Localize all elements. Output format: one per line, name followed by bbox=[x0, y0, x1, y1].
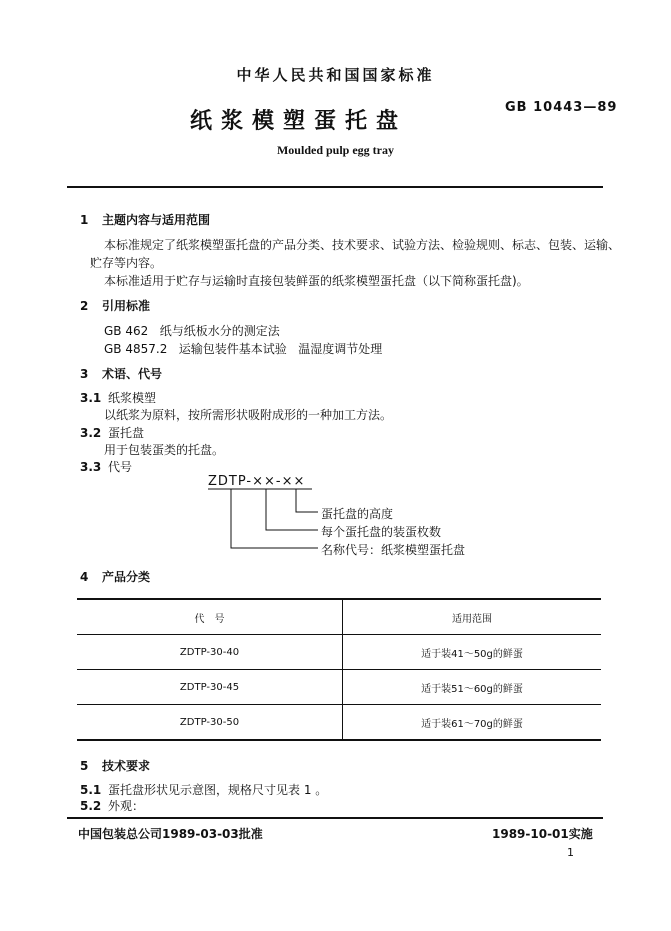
section-3-3-number: 3.3 bbox=[80, 460, 102, 474]
section-4-number: 4 bbox=[80, 570, 89, 584]
header-rule bbox=[67, 186, 603, 188]
section-2-heading bbox=[80, 297, 150, 314]
table-row bbox=[77, 670, 601, 705]
section-3-2-title: 蛋托盘 bbox=[108, 426, 145, 440]
page-number: 1 bbox=[567, 846, 574, 859]
section-3-2-text: 用于包装蛋类的托盘。 bbox=[104, 443, 225, 457]
section-1-para-1a: 本标准规定了纸浆模塑蛋托盘的产品分类、技术要求、试验方法、检验规则、标志、包装、运输、 bbox=[104, 238, 621, 252]
section-5-2-number: 5.2 bbox=[80, 799, 102, 813]
section-1-para-2: 本标准适用于贮存与运输时直接包装鲜蛋的纸浆模塑蛋托盘（以下简称蛋托盘)。 bbox=[104, 274, 529, 288]
section-3-1-number: 3.1 bbox=[80, 391, 102, 405]
section-3-1-heading bbox=[80, 389, 156, 406]
leader-name bbox=[231, 489, 318, 548]
table-header-scope: 适用范围 bbox=[452, 613, 492, 625]
table-row bbox=[77, 705, 601, 741]
table-cell-scope: 适于装61～70g的鲜蛋 bbox=[421, 718, 523, 730]
table-header-code: 代 号 bbox=[77, 599, 343, 635]
table-cell-code: ZDTP-30-40 bbox=[77, 635, 343, 670]
table-header-row bbox=[77, 599, 601, 635]
code-separator-1: - bbox=[246, 474, 253, 489]
section-5-1 bbox=[80, 781, 327, 798]
product-classification-table bbox=[77, 598, 601, 741]
section-5-2-text: 外观： bbox=[108, 799, 145, 813]
section-1-heading bbox=[80, 211, 210, 228]
section-5-title: 技术要求 bbox=[102, 759, 151, 773]
code-label-name: 名称代号：纸浆模塑蛋托盘 bbox=[321, 543, 466, 557]
code-prefix: ZDTP bbox=[208, 474, 247, 489]
reference-gb462: GB 462 纸与纸板水分的测定法 bbox=[104, 324, 280, 338]
table-cell-code: ZDTP-30-45 bbox=[77, 670, 343, 705]
section-3-2-number: 3.2 bbox=[80, 426, 102, 440]
table-cell-scope: 适于装51～60g的鲜蛋 bbox=[421, 683, 523, 695]
section-1-para-1b: 贮存等内容。 bbox=[90, 256, 163, 270]
code-label-count: 每个蛋托盘的装蛋枚数 bbox=[321, 525, 442, 539]
section-4-title: 产品分类 bbox=[102, 570, 151, 584]
section-5-2 bbox=[80, 797, 144, 814]
section-2-number: 2 bbox=[80, 299, 89, 313]
section-1-title: 主题内容与适用范围 bbox=[102, 213, 211, 227]
code-placeholder-count: ×× bbox=[252, 474, 276, 489]
table-cell-scope: 适于装41～50g的鲜蛋 bbox=[421, 648, 523, 660]
section-5-number: 5 bbox=[80, 759, 89, 773]
document-title-en: Moulded pulp egg tray bbox=[276, 143, 394, 157]
section-3-title: 术语、代号 bbox=[102, 367, 163, 381]
issuing-authority: 中华人民共和国国家标准 bbox=[236, 66, 435, 84]
document-title-cn: 纸浆模塑蛋托盘 bbox=[190, 109, 408, 134]
standard-number: GB 10443—89 bbox=[505, 100, 618, 115]
effective-date: 1989-10-01实施 bbox=[492, 827, 593, 841]
table-cell-code: ZDTP-30-50 bbox=[77, 705, 343, 741]
approval-note: 中国包装总公司1989-03-03批准 bbox=[78, 827, 263, 841]
leader-count bbox=[266, 489, 318, 530]
section-3-3-title: 代号 bbox=[108, 460, 133, 474]
section-3-1-title: 纸浆模塑 bbox=[108, 391, 157, 405]
section-2-title: 引用标准 bbox=[102, 299, 151, 313]
section-3-2-heading bbox=[80, 424, 144, 441]
footer-rule bbox=[67, 817, 603, 819]
section-3-number: 3 bbox=[80, 367, 89, 381]
section-5-1-text: 蛋托盘形状见示意图，规格尺寸见表 1 。 bbox=[108, 783, 328, 797]
section-4-heading bbox=[80, 568, 150, 585]
code-placeholder-height: ×× bbox=[281, 474, 306, 489]
leader-height bbox=[296, 489, 318, 512]
section-1-number: 1 bbox=[80, 213, 89, 227]
section-3-1-text: 以纸浆为原料，按所需形状吸附成形的一种加工方法。 bbox=[104, 408, 393, 422]
section-3-3-heading bbox=[80, 458, 132, 475]
reference-gb4857: GB 4857.2 运输包装件基本试验 温湿度调节处理 bbox=[104, 342, 383, 356]
code-leader-lines bbox=[200, 487, 330, 557]
table-row bbox=[77, 635, 601, 670]
code-separator-2: - bbox=[275, 474, 282, 489]
section-3-heading bbox=[80, 365, 162, 382]
section-5-heading bbox=[80, 757, 150, 774]
code-label-height: 蛋托盘的高度 bbox=[321, 507, 394, 521]
section-5-1-number: 5.1 bbox=[80, 783, 102, 797]
